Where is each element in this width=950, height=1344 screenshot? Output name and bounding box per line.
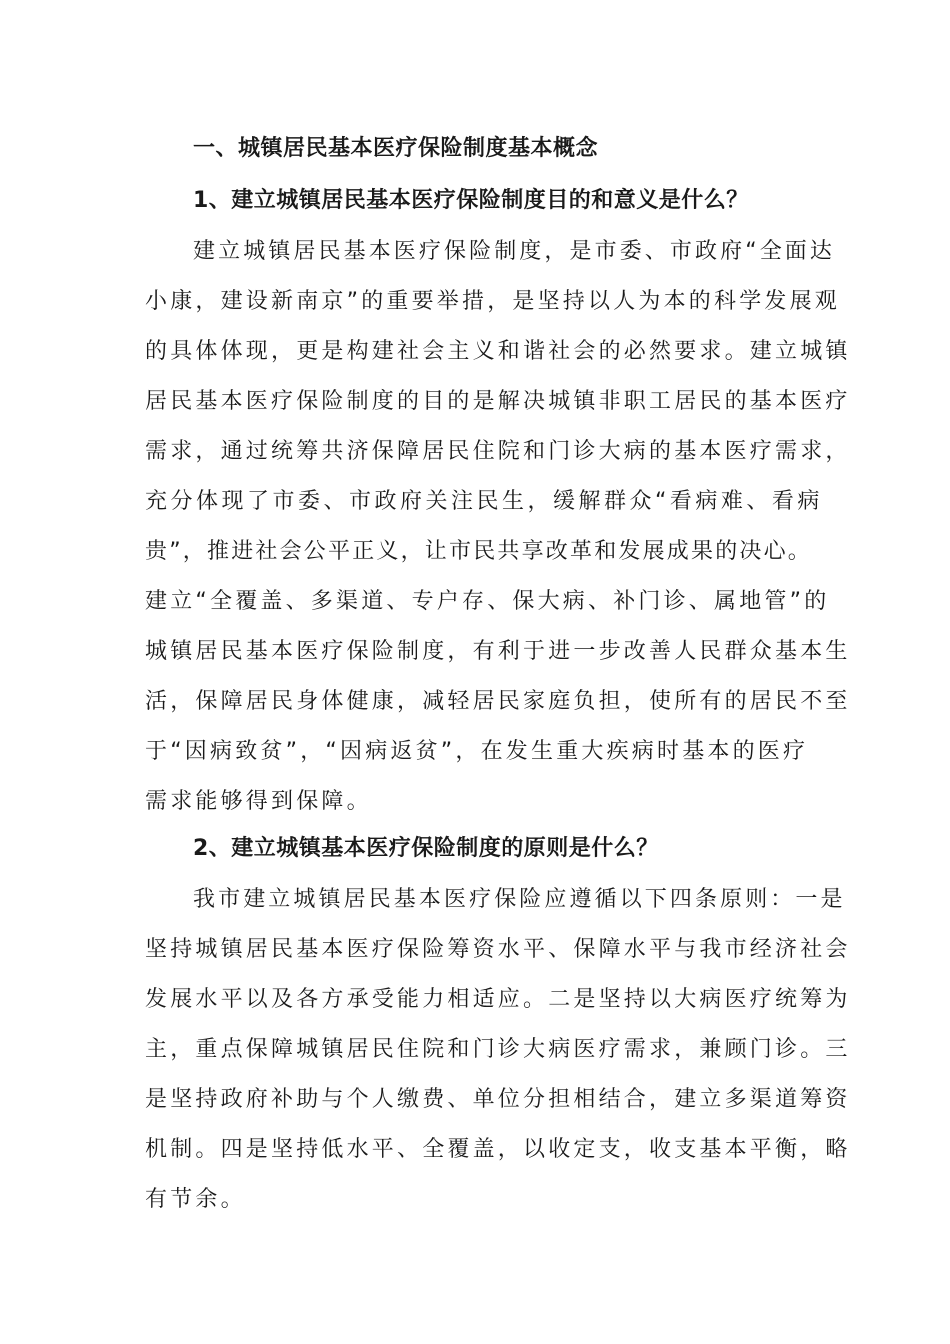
q2-paragraph-line: 有节余。 xyxy=(145,1187,246,1212)
q1-paragraph-line: 需求，通过统筹共济保障居民住院和门诊大病的基本医疗需求， xyxy=(145,439,851,464)
q1-paragraph-line: 活，保障居民身体健康，减轻居民家庭负担，使所有的居民不至 xyxy=(145,689,851,714)
q1-paragraph-line: 于“因病致贫”，“因病返贫”，在发生重大疾病时基本的医疗 xyxy=(145,739,809,764)
q2-paragraph-line: 发展水平以及各方承受能力相适应。二是坚持以大病医疗统筹为 xyxy=(145,987,851,1012)
question-2-title: 2、建立城镇基本医疗保险制度的原则是什么？ xyxy=(193,836,659,861)
question-1-title: 1、建立城镇居民基本医疗保险制度目的和意义是什么？ xyxy=(193,188,749,213)
q1-paragraph-line: 建立“全覆盖、多渠道、专户存、保大病、补门诊、属地管”的 xyxy=(145,589,830,614)
section-heading: 一、城镇居民基本医疗保险制度基本概念 xyxy=(193,136,599,161)
q1-paragraph-line: 小康，建设新南京”的重要举措，是坚持以人为本的科学发展观 xyxy=(145,289,840,314)
q2-paragraph-line: 是坚持政府补助与个人缴费、单位分担相结合，建立多渠道筹资 xyxy=(145,1087,851,1112)
q1-paragraph-line: 居民基本医疗保险制度的目的是解决城镇非职工居民的基本医疗 xyxy=(145,389,851,414)
q2-paragraph-line: 机制。四是坚持低水平、全覆盖，以收定支，收支基本平衡，略 xyxy=(145,1137,851,1162)
q2-paragraph-line: 主，重点保障城镇居民住院和门诊大病医疗需求，兼顾门诊。三 xyxy=(145,1037,851,1062)
q1-paragraph-line: 的具体体现，更是构建社会主义和谐社会的必然要求。建立城镇 xyxy=(145,339,851,364)
q1-paragraph-line: 城镇居民基本医疗保险制度，有利于进一步改善人民群众基本生 xyxy=(145,639,851,664)
q1-paragraph-line: 充分体现了市委、市政府关注民生，缓解群众“看病难、看病 xyxy=(145,489,823,514)
q1-paragraph-line: 建立城镇居民基本医疗保险制度，是市委、市政府“全面达 xyxy=(193,239,835,264)
q1-paragraph-line: 需求能够得到保障。 xyxy=(145,789,372,814)
q1-paragraph-line: 贵”，推进社会公平正义，让市民共享改革和发展成果的决心。 xyxy=(145,539,812,564)
q2-paragraph-line: 坚持城镇居民基本医疗保险筹资水平、保障水平与我市经济社会 xyxy=(145,937,851,962)
q2-paragraph-line: 我市建立城镇居民基本医疗保险应遵循以下四条原则：一是 xyxy=(193,887,846,912)
